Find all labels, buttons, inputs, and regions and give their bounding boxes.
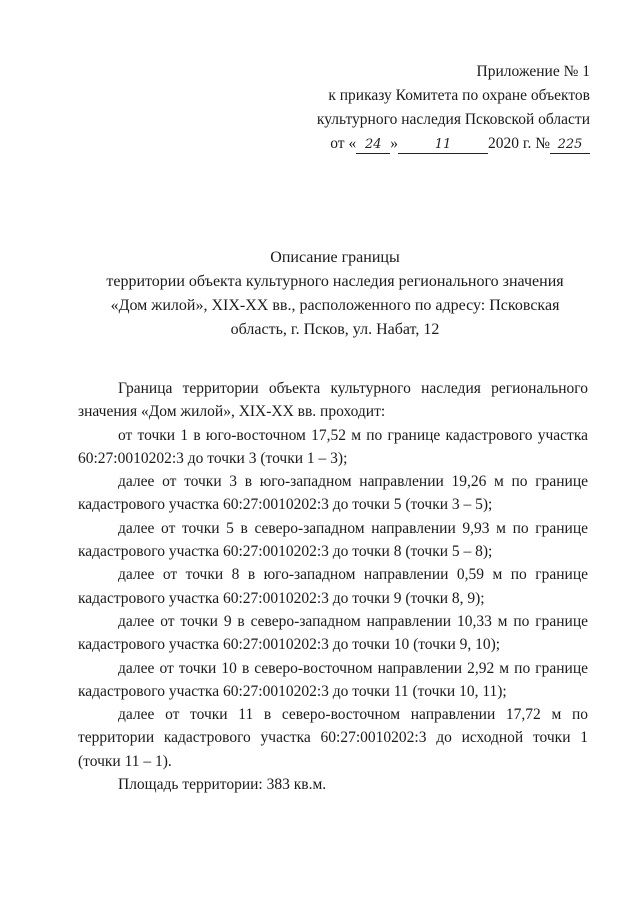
handwritten-month: 11 (398, 137, 488, 154)
order-reference: к приказу Комитета по охране объектов (328, 87, 590, 104)
committee-name: культурного наследия Псковской области (316, 111, 590, 128)
segment-paragraph-5: далее от точки 9 в северо-западном направлении 10,33 м по границе кадастрового участка 60:27:0010202:3 до точки 10 (точки 9, 10); (78, 612, 588, 654)
segment-paragraph-7: далее от точки 11 в северо-восточном направлении 17,72 м по территории кадастрового участка 60:27:0010202:3 до исходной точки 1 (точки 11 – 1). (78, 706, 588, 770)
segment-paragraph-2: далее от точки 3 в юго-западном направлении 19,26 м по границе кадастрового участка 60:27:0010202:3 до точки 5 (точки 3 – 5); (78, 473, 588, 514)
segment-paragraph-4: далее от точки 8 в юго-западном направлении 0,59 м по границе кадастрового участка 60:27:0010202:3 до точки 9 (точки 8, 9); (78, 566, 588, 607)
title-line-4: область, г. Псков, ул. Набат, 12 (230, 321, 440, 338)
segment-paragraph-3: далее от точки 5 в северо-западном направлении 9,93 м по границе кадастрового участка 60:27:0010202:3 до точки 8 (точки 5 – 8); (78, 519, 588, 561)
date-prefix: от « (330, 135, 357, 152)
date-separator: » (390, 135, 398, 152)
boundary-description (78, 377, 588, 796)
title-line-3: «Дом жилой», XIX-XX вв., расположенного по адресу: Псковская (110, 297, 560, 314)
area-paragraph: Площадь территории: 383 кв.м. (118, 776, 327, 794)
intro-paragraph: Граница территории объекта культурного наследия регионального значения «Дом жилой», XIX-XX вв. проходит: (78, 380, 588, 421)
title-line-2: территории объекта культурного наследия регионального значения (106, 273, 564, 290)
order-header (270, 60, 590, 156)
year-text: 2020 г. № (487, 135, 550, 152)
handwritten-order-number: 225 (550, 137, 590, 154)
document-title (60, 246, 610, 342)
appendix-label: Приложение № 1 (476, 63, 590, 80)
order-date-number (270, 132, 590, 156)
segment-paragraph-6: далее от точки 10 в северо-восточном направлении 2,92 м по границе кадастрового участка 60:27:0010202:3 до точки 11 (точки 10, 11); (78, 659, 588, 700)
handwritten-day: 24 (356, 137, 390, 154)
title-line-1: Описание границы (270, 249, 400, 266)
segment-paragraph-1: от точки 1 в юго-восточном 17,52 м по границе кадастрового участка 60:27:0010202:3 до точки 3 (точки 1 – 3); (78, 426, 588, 467)
